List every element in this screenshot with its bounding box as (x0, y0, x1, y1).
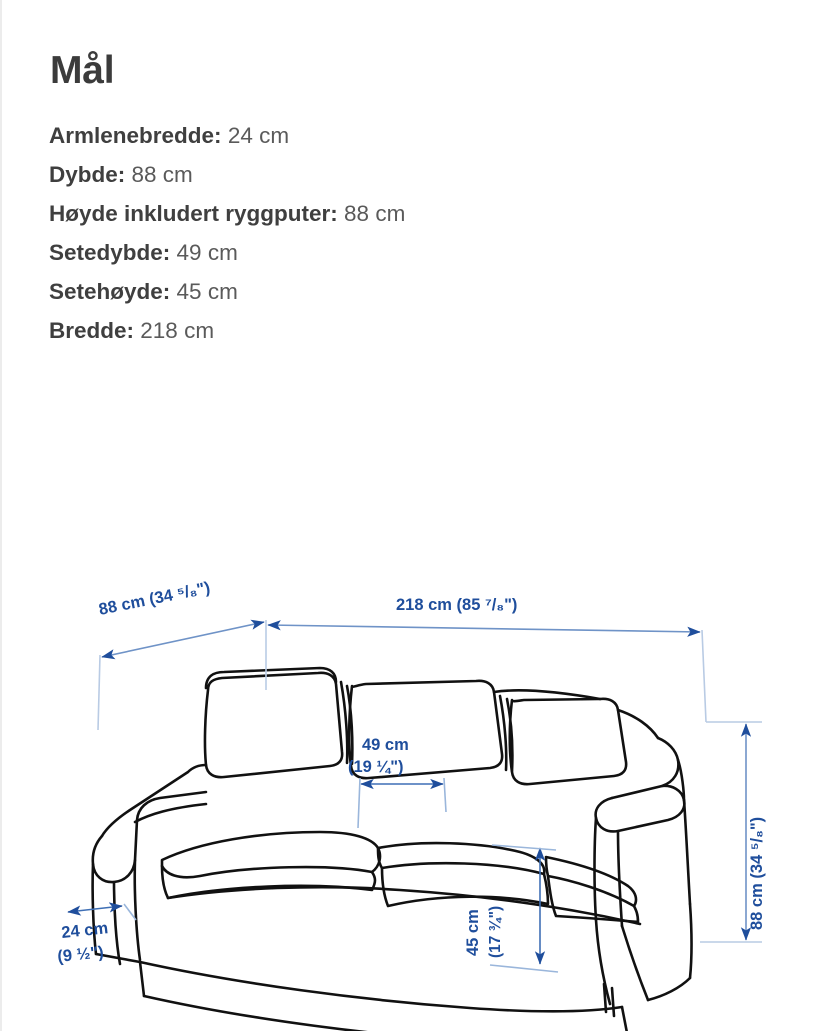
spec-label: Bredde: (49, 318, 135, 343)
seat-depth-dimension-label-line1: 49 cm (362, 736, 409, 754)
width-dimension-line (268, 625, 700, 632)
spec-row (49, 311, 749, 350)
spec-label: Armlenebredde: (49, 123, 222, 148)
depth-dimension-line (102, 622, 264, 657)
height-dimension-label: 88 cm (34 ⁵/₈") (748, 816, 766, 930)
spec-row (49, 272, 749, 311)
seat-height-dimension-label-line2: (17 ¾") (487, 905, 504, 958)
specification-list (49, 116, 749, 350)
seat-depth-dimension-label-line2: (19 ¼") (348, 758, 404, 776)
spec-row (49, 155, 749, 194)
spec-label: Høyde inkludert ryggputer: (49, 201, 338, 226)
width-dimension-label: 218 cm (85 ⁷/₈") (396, 596, 518, 614)
depth-dimension-label: 88 cm (34 ⁵/₈") (97, 578, 212, 619)
spec-label: Setehøyde: (49, 279, 171, 304)
spec-label: Dybde: (49, 162, 126, 187)
spec-value: 218 cm (140, 318, 215, 343)
spec-value: 88 cm (131, 162, 193, 187)
dimension-labels (57, 579, 766, 966)
sofa-dimension-diagram (0, 560, 827, 1031)
spec-row (49, 116, 749, 155)
armrest-width-dimension-label-line1: 24 cm (60, 919, 109, 942)
spec-value: 88 cm (344, 201, 406, 226)
spec-row (49, 194, 749, 233)
armrest-width-dimension-label-line2: (9 ½") (56, 943, 105, 966)
spec-value: 45 cm (176, 279, 238, 304)
spec-value: 24 cm (227, 123, 290, 148)
seat-height-dimension-label-line1: 45 cm (464, 909, 482, 956)
spec-value: 49 cm (176, 240, 238, 265)
spec-label: Setedybde: (49, 240, 171, 265)
page-title: Mål (50, 49, 115, 93)
sofa-outline (93, 668, 692, 1031)
spec-row (49, 233, 749, 272)
